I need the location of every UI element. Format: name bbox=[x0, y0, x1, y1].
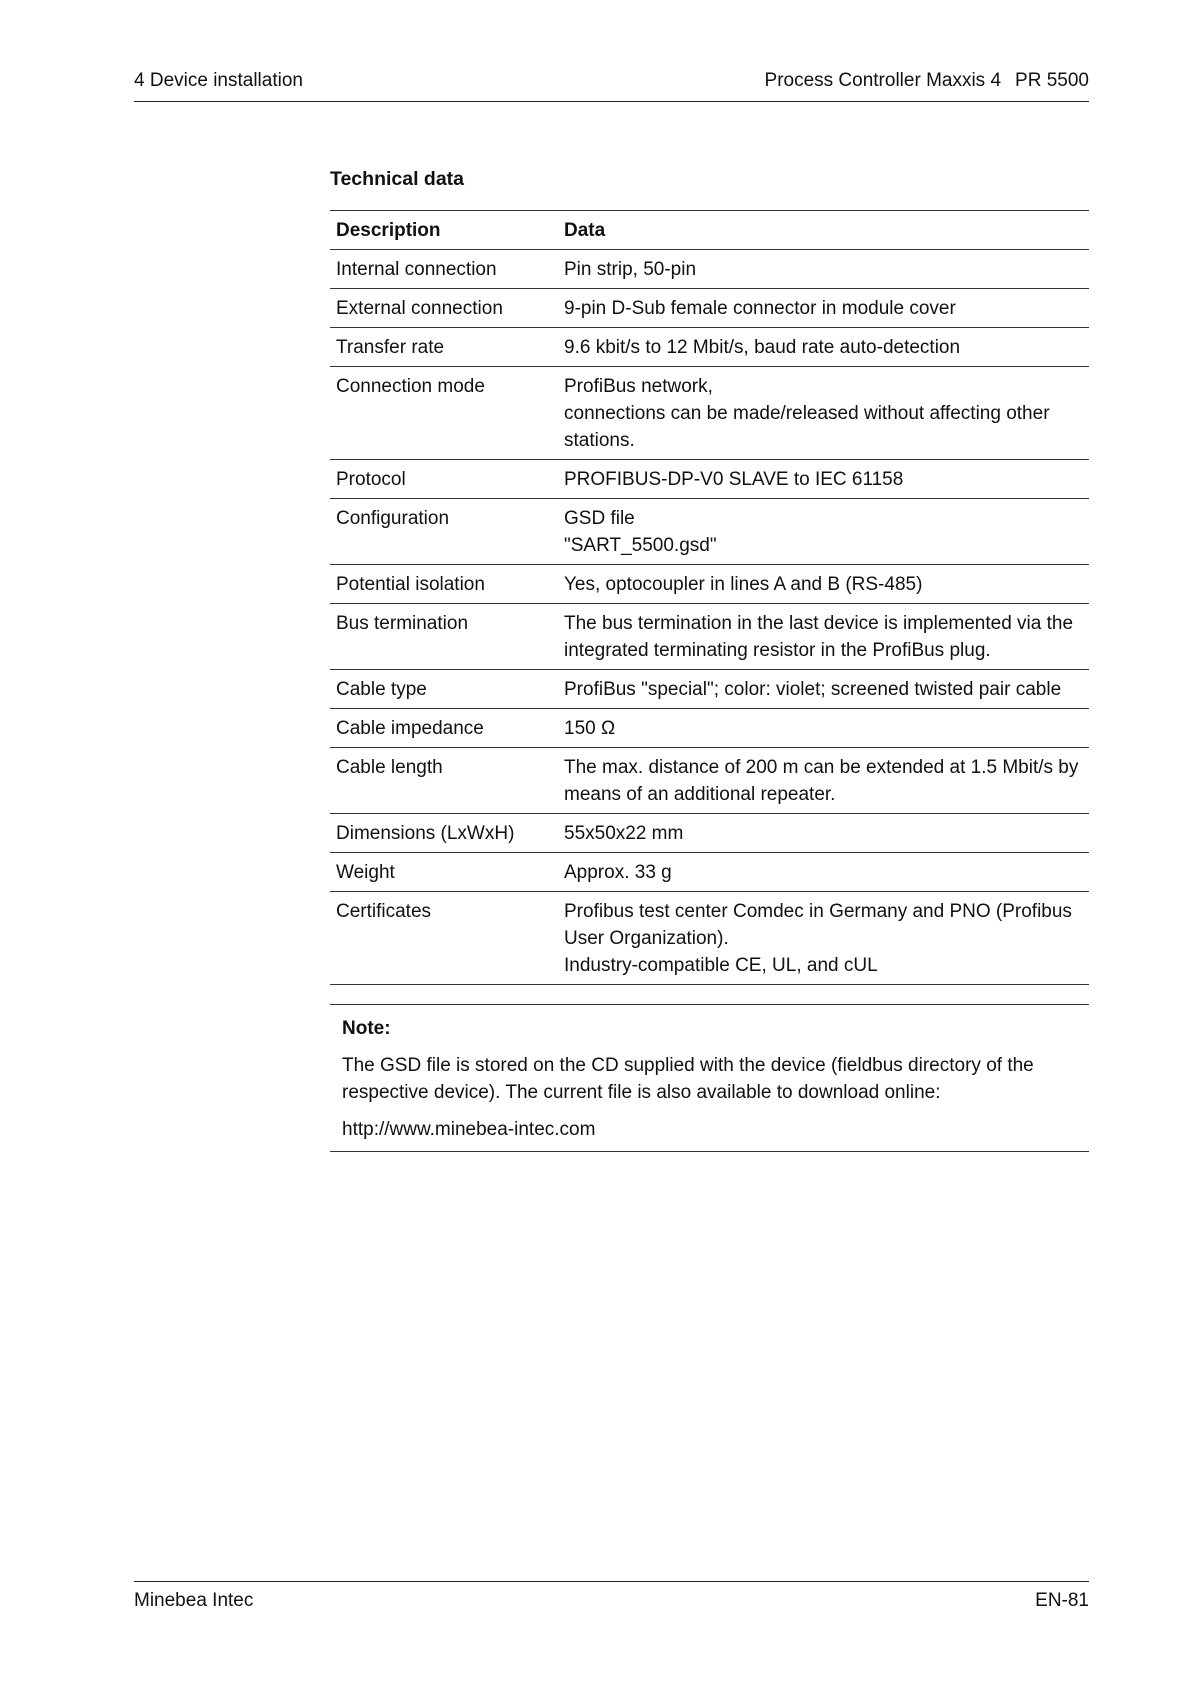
row-description: Transfer rate bbox=[330, 328, 558, 367]
row-description: Protocol bbox=[330, 460, 558, 499]
product-name: Process Controller Maxxis 4 bbox=[764, 70, 1002, 91]
table-header-row bbox=[330, 211, 1089, 250]
page-number: EN-81 bbox=[1035, 1590, 1089, 1611]
row-description: Bus termination bbox=[330, 604, 558, 670]
row-description: Certificates bbox=[330, 892, 558, 985]
table-row bbox=[330, 328, 1089, 367]
row-data: Approx. 33 g bbox=[558, 853, 1089, 892]
page-footer bbox=[134, 1581, 1089, 1611]
row-data: 150 Ω bbox=[558, 709, 1089, 748]
row-data: GSD file "SART_5500.gsd" bbox=[558, 499, 1089, 565]
page-header bbox=[134, 70, 1089, 102]
row-data: 55x50x22 mm bbox=[558, 814, 1089, 853]
table-body bbox=[330, 250, 1089, 985]
table-row bbox=[330, 289, 1089, 328]
row-description: Potential isolation bbox=[330, 565, 558, 604]
row-description: External connection bbox=[330, 289, 558, 328]
column-header-description: Description bbox=[330, 211, 558, 250]
row-description: Configuration bbox=[330, 499, 558, 565]
row-data: 9.6 kbit/s to 12 Mbit/s, baud rate auto-detection bbox=[558, 328, 1089, 367]
download-link[interactable]: http://www.minebea-intec.com bbox=[342, 1119, 596, 1140]
table-row bbox=[330, 814, 1089, 853]
chapter-title: 4 Device installation bbox=[134, 70, 303, 91]
table-row bbox=[330, 892, 1089, 985]
table-row bbox=[330, 709, 1089, 748]
table-row bbox=[330, 853, 1089, 892]
row-data: ProfiBus "special"; color: violet; screened twisted pair cable bbox=[558, 670, 1089, 709]
row-data: Profibus test center Comdec in Germany and PNO (Profibus User Organization). Industry-compatible CE, UL, and cUL bbox=[558, 892, 1089, 985]
table-row bbox=[330, 499, 1089, 565]
row-data: Pin strip, 50-pin bbox=[558, 250, 1089, 289]
row-data: PROFIBUS-DP-V0 SLAVE to IEC 61158 bbox=[558, 460, 1089, 499]
row-data: 9-pin D-Sub female connector in module cover bbox=[558, 289, 1089, 328]
product-title bbox=[765, 70, 1089, 92]
row-data: Yes, optocoupler in lines A and B (RS-485) bbox=[558, 565, 1089, 604]
note-text: The GSD file is stored on the CD supplied with the device (fieldbus directory of the respective device). The current file is also available to download online: bbox=[342, 1055, 1034, 1103]
table-row bbox=[330, 460, 1089, 499]
row-description: Weight bbox=[330, 853, 558, 892]
row-description: Cable type bbox=[330, 670, 558, 709]
product-model: PR 5500 bbox=[1015, 70, 1089, 91]
table-row bbox=[330, 748, 1089, 814]
table-row bbox=[330, 604, 1089, 670]
row-description: Dimensions (LxWxH) bbox=[330, 814, 558, 853]
row-description: Connection mode bbox=[330, 367, 558, 460]
note-title: Note: bbox=[342, 1018, 391, 1039]
note-box bbox=[330, 1004, 1089, 1152]
technical-data-table bbox=[330, 210, 1089, 985]
row-description: Cable length bbox=[330, 748, 558, 814]
table-row bbox=[330, 367, 1089, 460]
section-title: Technical data bbox=[330, 168, 465, 190]
row-description: Cable impedance bbox=[330, 709, 558, 748]
table-row bbox=[330, 670, 1089, 709]
row-data: The bus termination in the last device is implemented via the integrated terminating resistor in the ProfiBus plug. bbox=[558, 604, 1089, 670]
footer-company: Minebea Intec bbox=[134, 1590, 254, 1611]
table-row bbox=[330, 250, 1089, 289]
table-row bbox=[330, 565, 1089, 604]
row-data: ProfiBus network, connections can be made/released without affecting other stations. bbox=[558, 367, 1089, 460]
row-data: The max. distance of 200 m can be extended at 1.5 Mbit/s by means of an additional repeater. bbox=[558, 748, 1089, 814]
column-header-data: Data bbox=[558, 211, 1089, 250]
row-description: Internal connection bbox=[330, 250, 558, 289]
